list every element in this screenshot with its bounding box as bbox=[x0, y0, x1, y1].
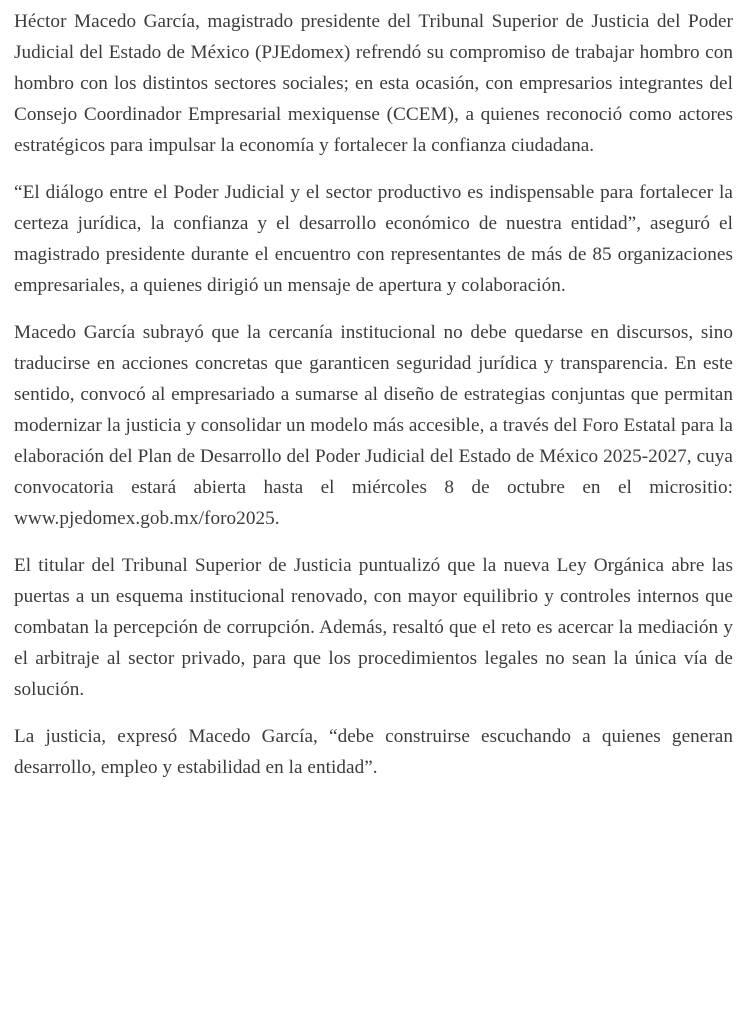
paragraph-forum-text: Macedo García subrayó que la cercanía institucional no debe quedarse en discursos, sino traducirse en acciones concretas que garanticen seguridad jurídica y transparencia. En este sentido, convocó al empresariado a sumarse al diseño de estrategias conjuntas que permitan modernizar la justicia y consolidar un modelo más accesible, a través del Foro Estatal para la elaboración del Plan de Desarrollo del Poder Judicial del Estado de México 2025-2027, cuya convocatoria estará abierta hasta el miércoles 8 de octubre en el micrositio: bbox=[14, 322, 733, 498]
paragraph-closing-quote: La justicia, expresó Macedo García, “debe construirse escuchando a quienes generan desarrollo, empleo y estabilidad en la entidad”. bbox=[14, 726, 733, 778]
paragraph-intro: Héctor Macedo García, magistrado presidente del Tribunal Superior de Justicia del Poder Judicial del Estado de México (PJEdomex) refrendó su compromiso de trabajar hombro con hombro con los distintos sectores sociales; en esta ocasión, con empresarios integrantes del Consejo Coordinador Empresarial mexiquense (CCEM), a quienes reconoció como actores estratégicos para impulsar la economía y fortalecer la confianza ciudadana. bbox=[14, 11, 733, 156]
microsite-link[interactable]: www.pjedomex.gob.mx/foro2025 bbox=[14, 508, 275, 529]
paragraph-forum-end: . bbox=[274, 508, 280, 529]
paragraph-ley-organica: El titular del Tribunal Superior de Justicia puntualizó que la nueva Ley Orgánica abre las puertas a un esquema institucional renovado, con mayor equilibrio y controles internos que combatan la percepción de corrupción. Además, resaltó que el reto es acercar la mediación y el arbitraje al sector privado, para que los procedimientos legales no sean la única vía de solución. bbox=[14, 555, 733, 700]
paragraph-forum-announcement bbox=[14, 317, 733, 534]
paragraph-quote-dialogue: “El diálogo entre el Poder Judicial y el sector productivo es indispensable para fortalecer la certeza jurídica, la confianza y el desarrollo económico de nuestra entidad”, aseguró el magistrado presidente durante el encuentro con representantes de más de 85 organizaciones empresariales, a quienes dirigió un mensaje de apertura y colaboración. bbox=[14, 182, 733, 296]
